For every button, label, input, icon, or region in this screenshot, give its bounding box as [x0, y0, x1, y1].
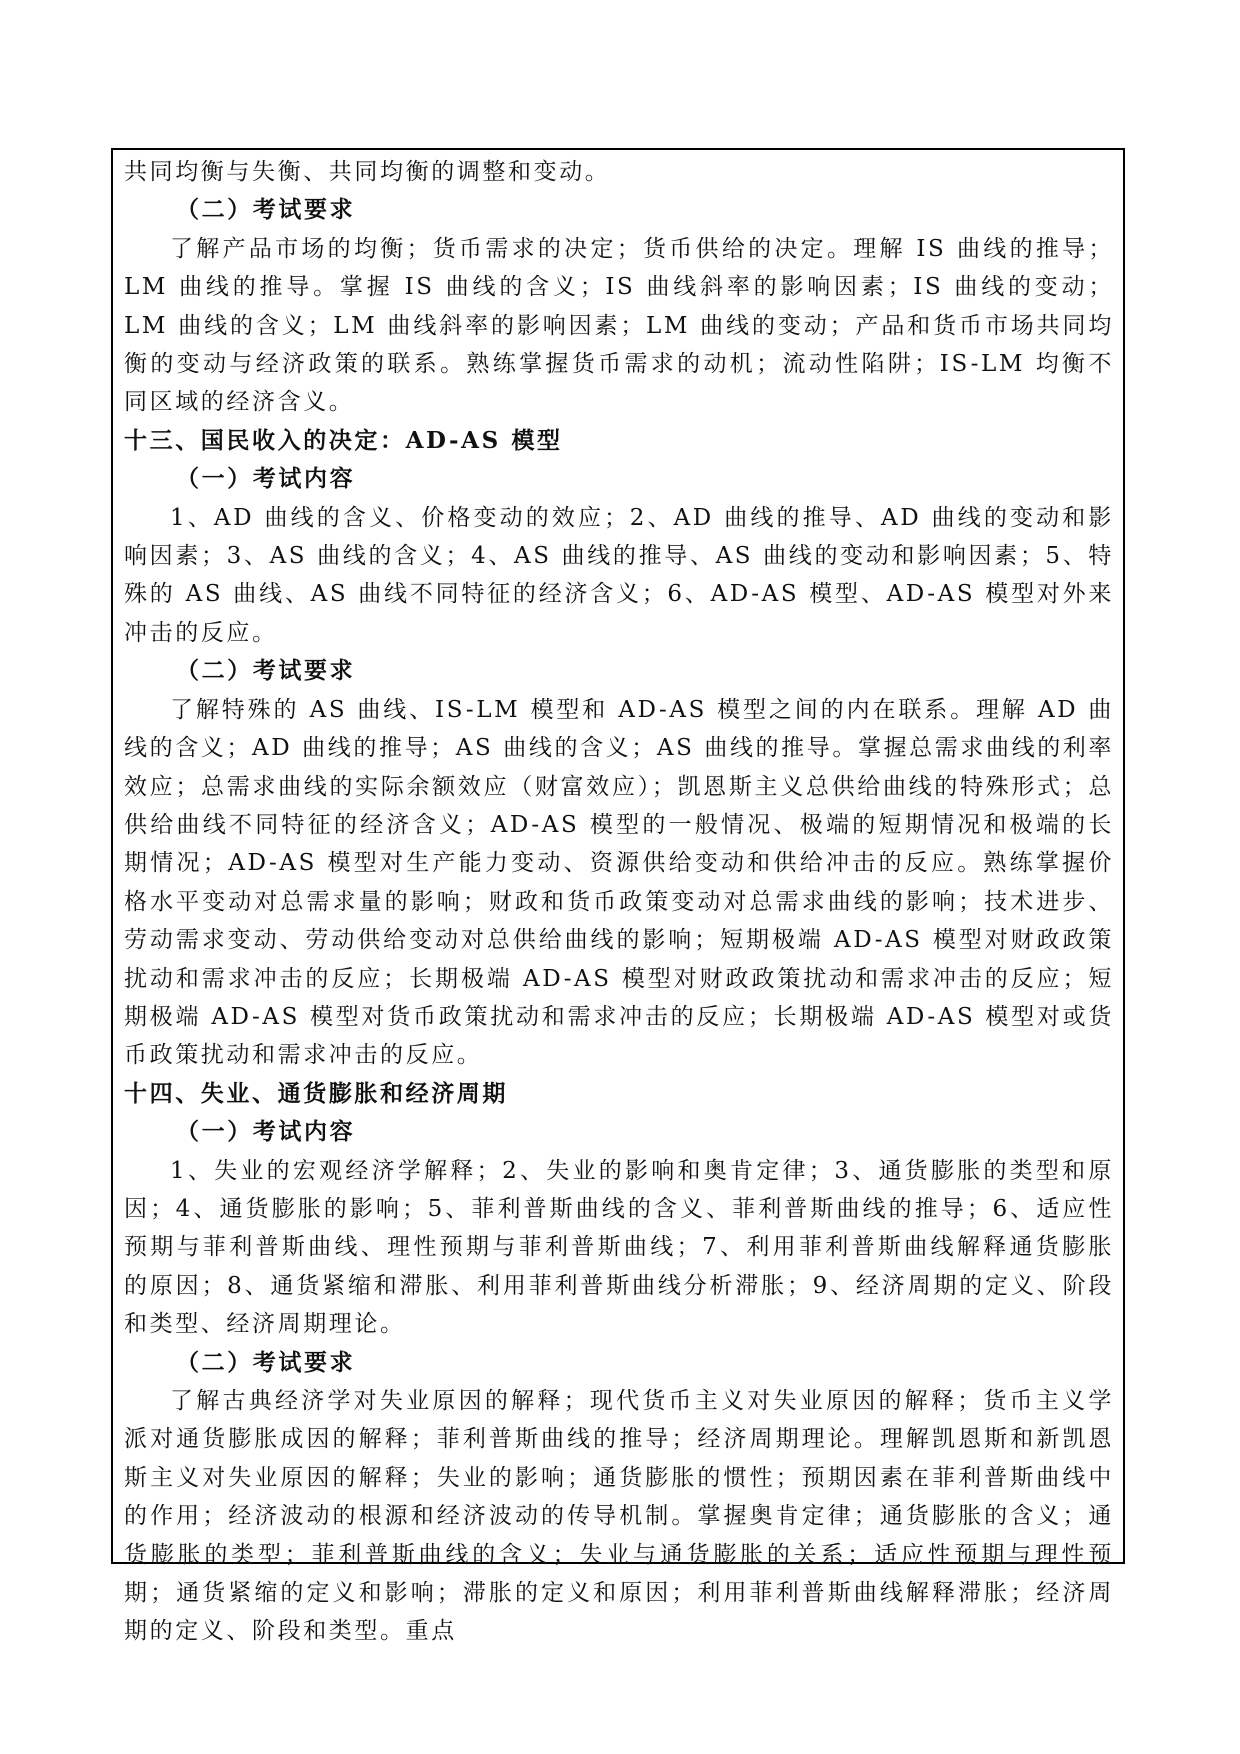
document-body: [124, 153, 1114, 1651]
section-13-title: 十三、国民收入的决定：AD-AS 模型: [124, 426, 563, 454]
section-12-requirements-text: 了解产品市场的均衡；货币需求的决定；货币供给的决定。理解 IS 曲线的推导；LM 曲线的推导。掌握 IS 曲线的含义；IS 曲线斜率的影响因素；IS 曲线的变动；LM 曲线的含义；LM 曲线斜率的影响因素；LM 曲线的变动；产品和货币市场共同均衡的变动与经济政策的联系。熟练掌握货币需求的动机；流动性陷阱；IS-LM 均衡不同区域的经济含义。: [124, 235, 1114, 416]
carry-over-line: 共同均衡与失衡、共同均衡的调整和变动。: [124, 159, 611, 185]
section-13-content-text: 1、AD 曲线的含义、价格变动的效应；2、AD 曲线的推导、AD 曲线的变动和影响因素；3、AS 曲线的含义；4、AS 曲线的推导、AS 曲线的变动和影响因素；5、特殊的 AS 曲线、AS 曲线不同特征的经济含义；6、AD-AS 模型、AD-AS 模型对外来冲击的反应。: [124, 504, 1114, 646]
section-14-subheading-requirements: （二）考试要求: [176, 1348, 356, 1376]
section-14-requirements-text: 了解古典经济学对失业原因的解释；现代货币主义对失业原因的解释；货币主义学派对通货膨胀成因的解释；菲利普斯曲线的推导；经济周期理论。理解凯恩斯和新凯恩斯主义对失业原因的解释；失业的影响；通货膨胀的惯性；预期因素在菲利普斯曲线中的作用；经济波动的根源和经济波动的传导机制。掌握奥肯定律；通货膨胀的含义；通货膨胀的类型；菲利普斯曲线的含义；失业与通货膨胀的关系；适应性预期与理性预期；通货紧缩的定义和影响；滞胀的定义和原因；利用菲利普斯曲线解释滞胀；经济周期的定义、阶段和类型。重点: [124, 1388, 1114, 1645]
section-12-subheading-requirements: （二）考试要求: [176, 196, 356, 224]
section-14-title: 十四、失业、通货膨胀和经济周期: [124, 1079, 508, 1107]
section-14-subheading-content: （一）考试内容: [176, 1118, 356, 1146]
section-13-requirements-text: 了解特殊的 AS 曲线、IS-LM 模型和 AD-AS 模型之间的内在联系。理解 AD 曲线的含义；AD 曲线的推导；AS 曲线的含义；AS 曲线的推导。掌握总需求曲线的利率效应；总需求曲线的实际余额效应（财富效应）；凯恩斯主义总供给曲线的特殊形式；总供给曲线不同特征的经济含义；AD-AS 模型的一般情况、极端的短期情况和极端的长期情况；AD-AS 模型对生产能力变动、资源供给变动和供给冲击的反应。熟练掌握价格水平变动对总需求量的影响；财政和货币政策变动对总需求曲线的影响；技术进步、劳动需求变动、劳动供给变动对总供给曲线的影响；短期极端 AD-AS 模型对财政政策扰动和需求冲击的反应；长期极端 AD-AS 模型对财政政策扰动和需求冲击的反应；短期极端 AD-AS 模型对货币政策扰动和需求冲击的反应；长期极端 AD-AS 模型对或货币政策扰动和需求冲击的反应。: [124, 696, 1114, 1069]
section-13-subheading-content: （一）考试内容: [176, 465, 356, 493]
section-14-content-text: 1、失业的宏观经济学解释；2、失业的影响和奥肯定律；3、通货膨胀的类型和原因；4、通货膨胀的影响；5、菲利普斯曲线的含义、菲利普斯曲线的推导；6、适应性预期与菲利普斯曲线、理性预期与菲利普斯曲线；7、利用菲利普斯曲线解释通货膨胀的原因；8、通货紧缩和滞胀、利用菲利普斯曲线分析滞胀；9、经济周期的定义、阶段和类型、经济周期理论。: [124, 1157, 1114, 1338]
section-13-subheading-requirements: （二）考试要求: [176, 657, 356, 685]
